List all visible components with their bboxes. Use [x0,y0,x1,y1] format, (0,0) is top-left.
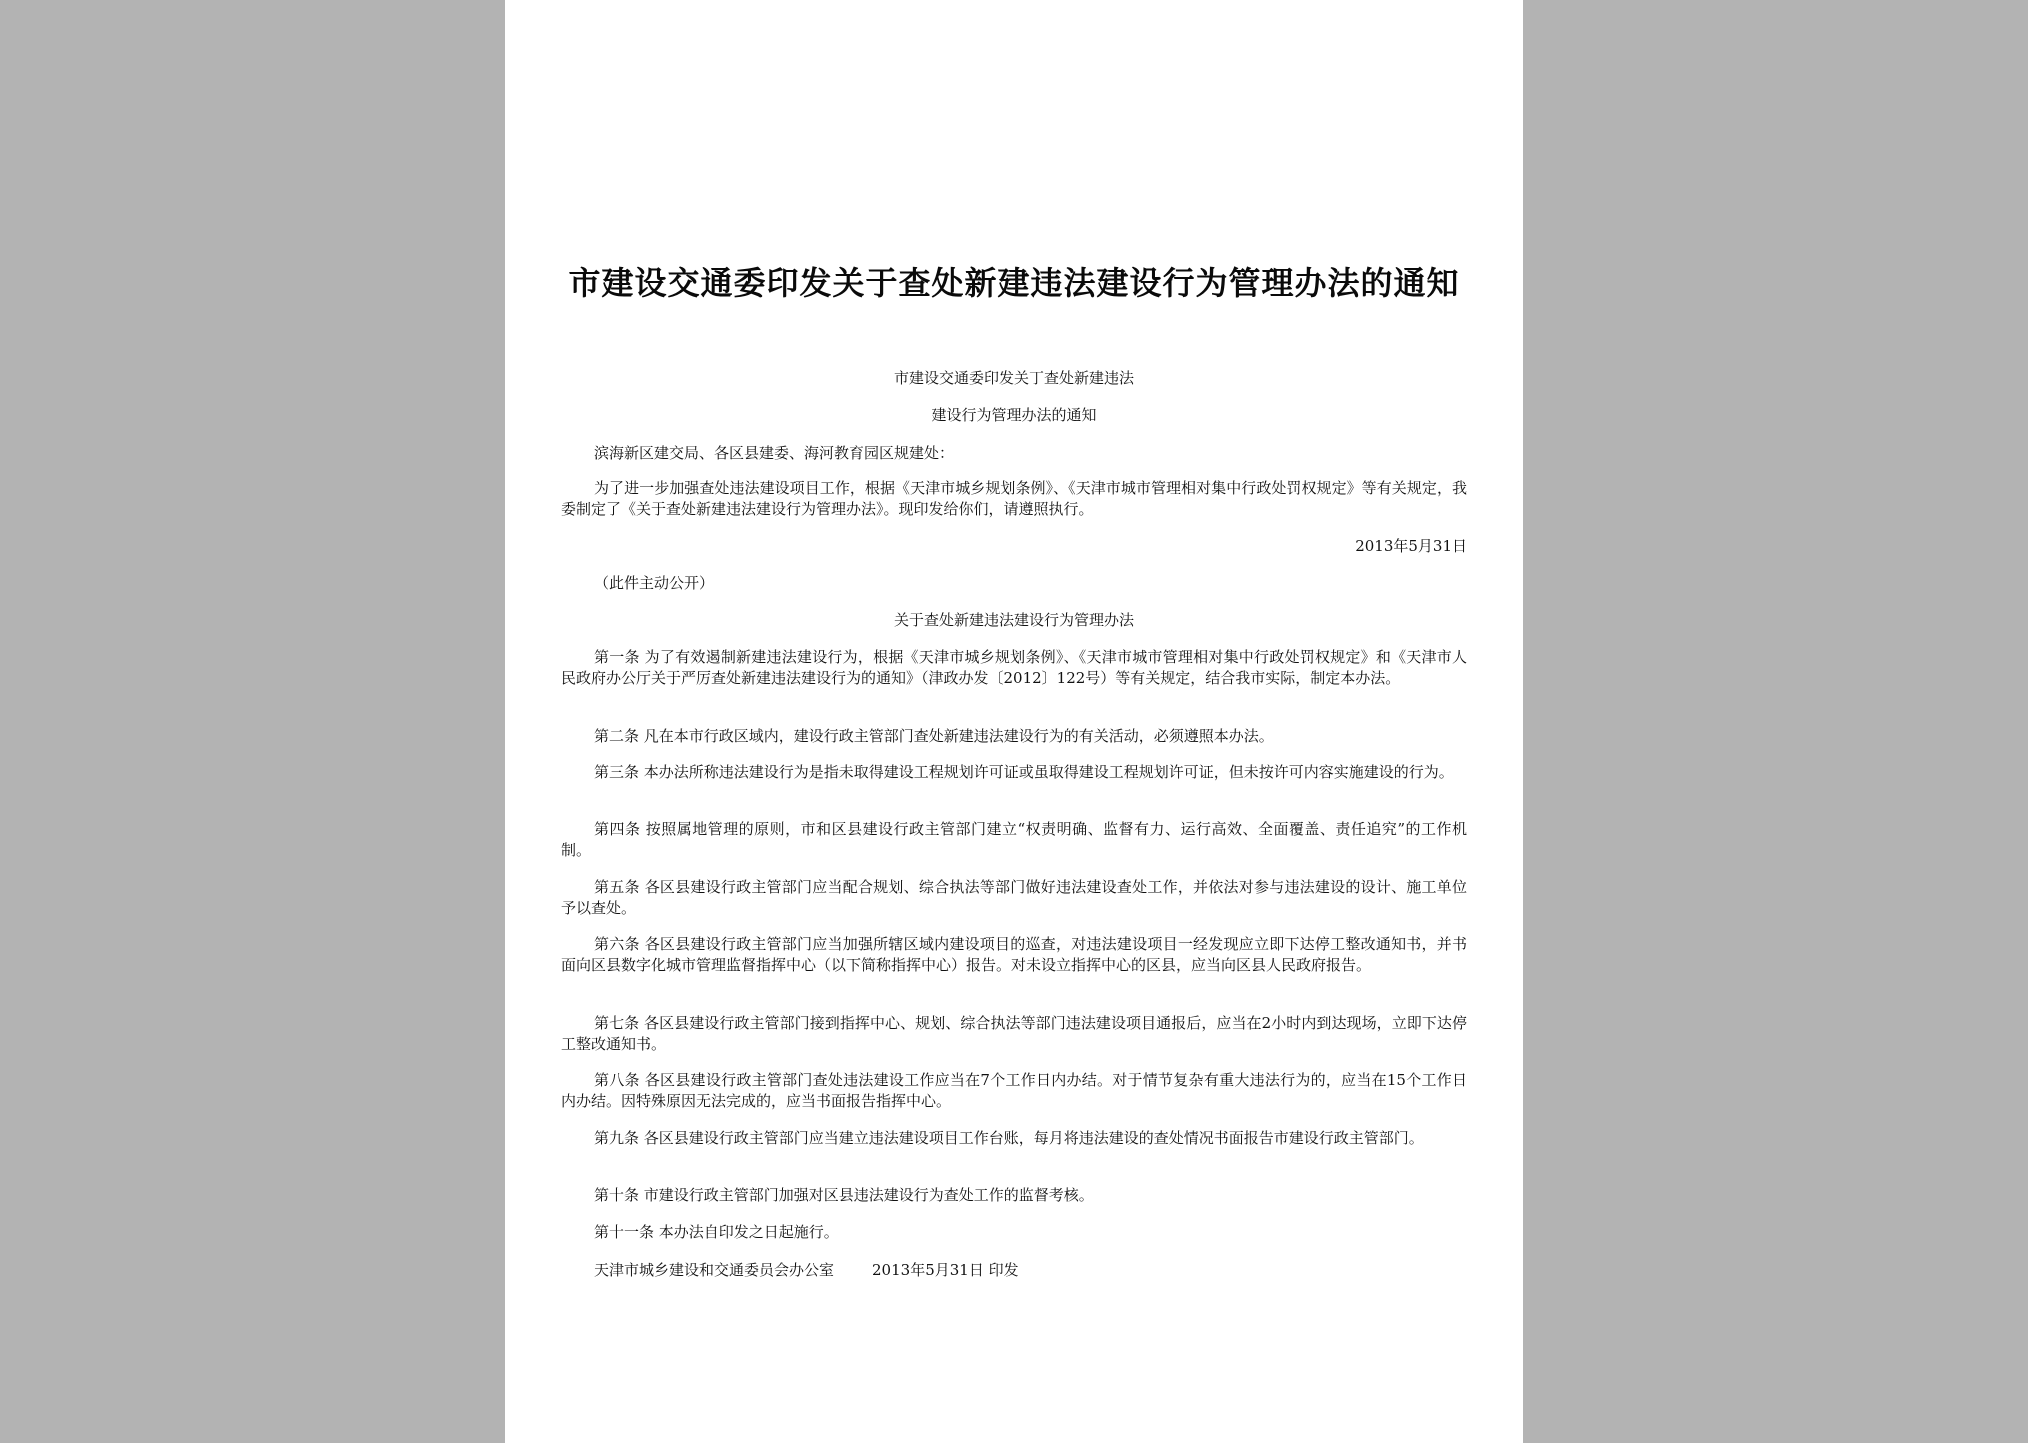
article-1: 第一条 为了有效遏制新建违法建设行为，根据《天津市城乡规划条例》、《天津市城市管理相对集中行政处罚权规定》和《天津市人民政府办公厅关于严厉查处新建违法建设行为的通知》（津政办发〔2012〕122号）等有关规定，结合我市实际，制定本办法。 [561,648,1467,687]
subtitle-line-2: 建设行为管理办法的通知 [931,406,1097,424]
article-3: 第三条 本办法所称违法建设行为是指未取得建设工程规划许可证或虽取得建设工程规划许可证，但未按许可内容实施建设的行为。 [594,763,1454,781]
measures-title: 关于查处新建违法建设行为管理办法 [893,611,1134,629]
notice-date: 2013年5月31日 [1355,537,1467,555]
intro-paragraph: 为了进一步加强查处违法建设项目工作，根据《天津市城乡规划条例》、《天津市城市管理相对集中行政处罚权规定》等有关规定，我委制定了《关于查处新建违法建设行为管理办法》。现印发给你们，请遵照执行。 [561,479,1467,518]
article-10: 第十条 市建设行政主管部门加强对区县违法建设行为查处工作的监督考核。 [594,1186,1094,1204]
article-5: 第五条 各区县建设行政主管部门应当配合规划、综合执法等部门做好违法建设查处工作，并依法对参与违法建设的设计、施工单位予以查处。 [561,878,1467,917]
issuer-line [594,1260,1019,1280]
article-9: 第九条 各区县建设行政主管部门应当建立违法建设项目工作台账，每月将违法建设的查处情况书面报告市建设行政主管部门。 [594,1129,1424,1147]
article-6: 第六条 各区县建设行政主管部门应当加强所辖区域内建设项目的巡查，对违法建设项目一经发现应立即下达停工整改通知书，并书面向区县数字化城市管理监督指挥中心（以下简称指挥中心）报告。对未设立指挥中心的区县，应当向区县人民政府报告。 [561,935,1467,974]
article-11: 第十一条 本办法自印发之日起施行。 [594,1223,839,1241]
addressee: 滨海新区建交局、各区县建委、海河教育园区规建处： [594,444,955,462]
article-4: 第四条 按照属地管理的原则，市和区县建设行政主管部门建立“权责明确、监督有力、运行高效、全面覆盖、责任追究”的工作机制。 [561,820,1467,859]
document-page [505,0,1523,1443]
article-8: 第八条 各区县建设行政主管部门查处违法建设工作应当在7个工作日内办结。对于情节复杂有重大违法行为的，应当在15个工作日内办结。因特殊原因无法完成的，应当书面报告指挥中心。 [561,1071,1467,1110]
subtitle-line-1: 市建设交通委印发关丁查处新建违法 [893,369,1134,387]
public-note: （此件主动公开） [594,574,715,592]
issuer-name: 天津市城乡建设和交通委员会办公室 [594,1261,835,1279]
article-2: 第二条 凡在本市行政区域内，建设行政主管部门查处新建违法建设行为的有关活动，必须遵照本办法。 [594,727,1274,745]
document-title: 市建设交通委印发关于查处新建违法建设行为管理办法的通知 [568,264,1460,302]
issue-date: 2013年5月31日 印发 [872,1261,1019,1279]
article-7: 第七条 各区县建设行政主管部门接到指挥中心、规划、综合执法等部门违法建设项目通报后，应当在2小时内到达现场，立即下达停工整改通知书。 [561,1014,1467,1053]
